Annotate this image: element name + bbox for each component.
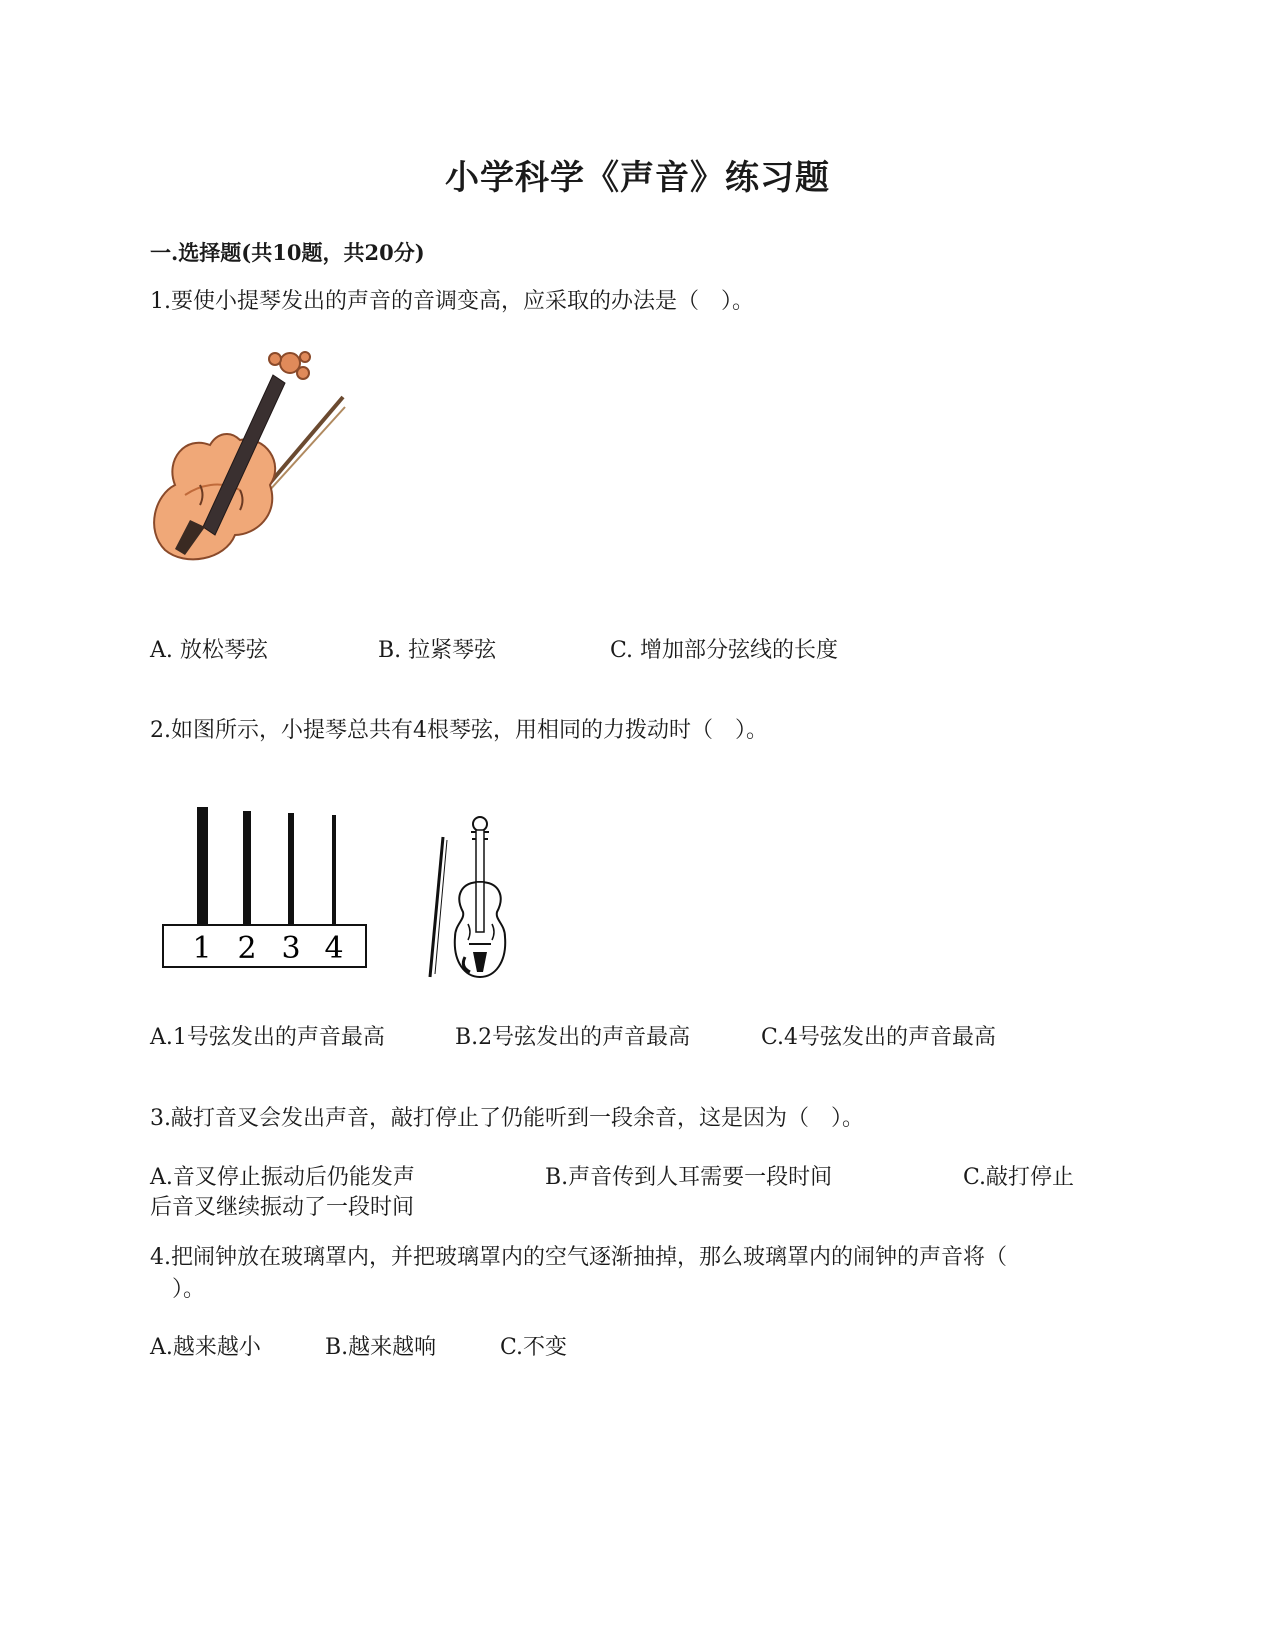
- string-number-4: 4: [324, 931, 344, 966]
- question-1-stem: 1.要使小提琴发出的声音的音调变高，应采取的办法是（ ）。: [150, 289, 754, 314]
- q2-option-b: B.2号弦发出的声音最高: [455, 1025, 691, 1050]
- question-3-stem: 3.敲打音叉会发出声音，敲打停止了仍能听到一段余音，这是因为（ ）。: [150, 1106, 864, 1131]
- page-title: 小学科学《声音》练习题: [445, 158, 830, 198]
- violin-color-image: [145, 345, 355, 565]
- question-4-stem-continued: ）。: [150, 1277, 206, 1302]
- q2-option-c: C.4号弦发出的声音最高: [761, 1025, 997, 1050]
- string-number-1: 1: [192, 931, 212, 966]
- q4-option-a: A.越来越小: [150, 1335, 261, 1360]
- q3-option-c: C.敲打停止: [963, 1165, 1075, 1190]
- q2-option-a: A.1号弦发出的声音最高: [150, 1025, 385, 1050]
- q1-option-c: C. 增加部分弦线的长度: [610, 638, 839, 663]
- q1-option-a: A. 放松琴弦: [150, 638, 268, 663]
- q1-option-b: B. 拉紧琴弦: [378, 638, 497, 663]
- string-number-2: 2: [237, 931, 257, 966]
- strings-diagram: [160, 805, 375, 975]
- question-4-stem: 4.把闹钟放在玻璃罩内，并把玻璃罩内的空气逐渐抽掉，那么玻璃罩内的闹钟的声音将（: [150, 1245, 1007, 1270]
- q4-option-c: C.不变: [500, 1335, 568, 1360]
- section-heading: 一.选择题(共10题，共20分): [150, 240, 425, 265]
- string-number-3: 3: [281, 931, 301, 966]
- q3-option-a: A.音叉停止振动后仍能发声: [150, 1165, 415, 1190]
- q3-option-b: B.声音传到人耳需要一段时间: [545, 1165, 833, 1190]
- violin-line-image: [425, 812, 525, 987]
- question-2-stem: 2.如图所示，小提琴总共有4根琴弦，用相同的力拨动时（ ）。: [150, 718, 768, 743]
- q3-option-c-continued: 后音叉继续振动了一段时间: [150, 1195, 415, 1220]
- q4-option-b: B.越来越响: [325, 1335, 437, 1360]
